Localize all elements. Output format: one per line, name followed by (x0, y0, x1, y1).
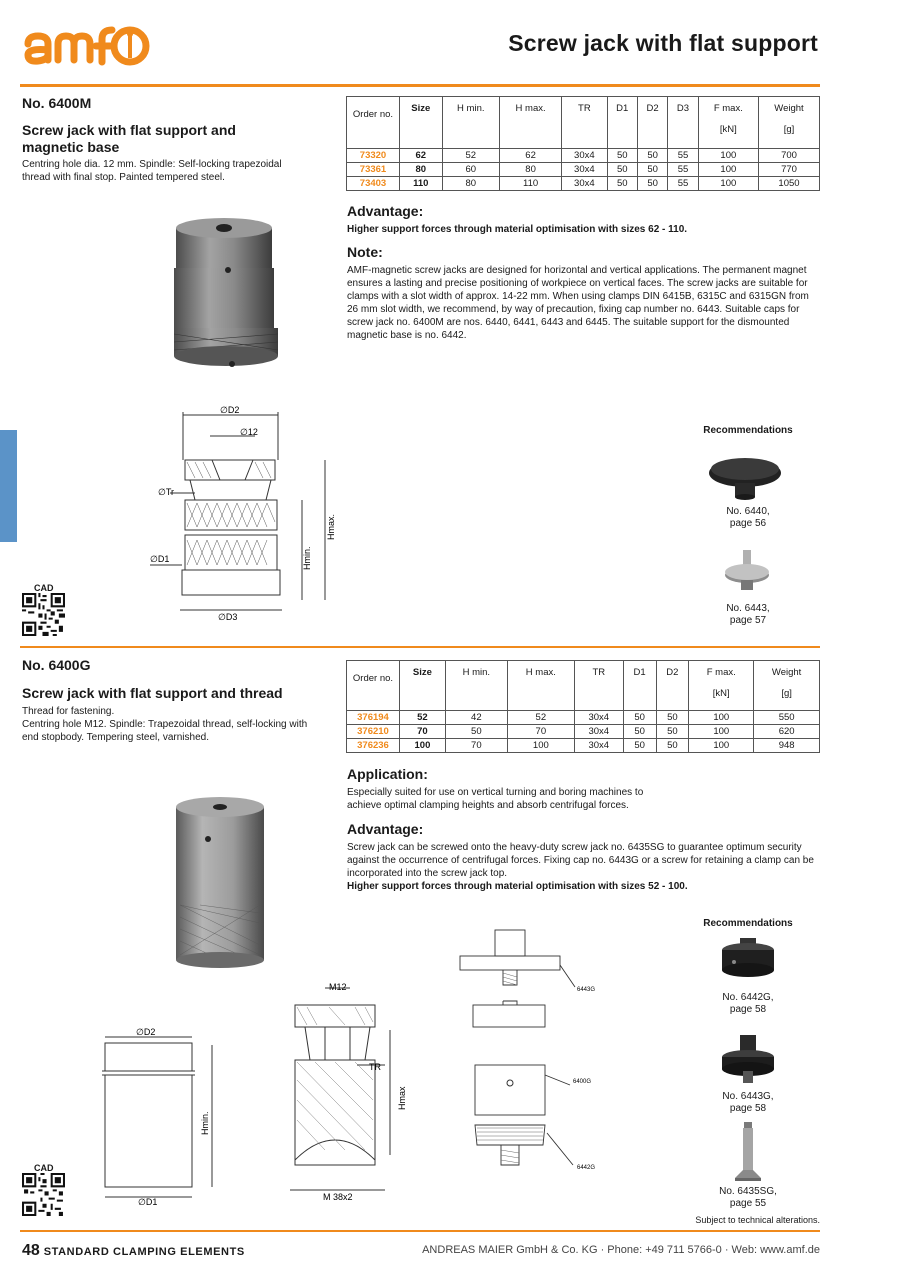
section2-advantage-heading: Advantage: (347, 821, 424, 837)
section1-advantage-heading: Advantage: (347, 203, 424, 219)
order-number-cell[interactable]: 73361 (347, 163, 400, 177)
order-number-cell[interactable]: 376210 (347, 725, 400, 739)
page-number: 48 (22, 1242, 40, 1259)
logo-text: amf (20, 22, 22, 23)
table-cell: 770 (758, 163, 819, 177)
technical-alterations-note: Subject to technical alterations. (695, 1215, 820, 1225)
table-cell: 55 (668, 163, 698, 177)
col-size: Size (400, 97, 443, 149)
section2-number: No. 6400G (22, 657, 91, 673)
table-cell: 550 (754, 711, 820, 725)
table-cell: 700 (758, 149, 819, 163)
col-d2: D2 (637, 97, 667, 149)
col-size: Size (400, 661, 446, 711)
amf-logo (20, 22, 160, 72)
footer-rule (20, 1230, 820, 1232)
header-rule (20, 84, 820, 87)
table-cell: 100 (507, 739, 574, 753)
section1-note-heading: Note: (347, 244, 383, 260)
table-row (347, 739, 820, 753)
table-cell: 70 (507, 725, 574, 739)
table-cell: 110 (400, 177, 443, 191)
section1-qr-code[interactable] (22, 593, 65, 636)
table-cell: 62 (400, 149, 443, 163)
table-cell: 50 (656, 739, 689, 753)
table-cell: 50 (623, 739, 656, 753)
table-cell: 50 (656, 711, 689, 725)
table-cell: 50 (637, 149, 667, 163)
section2-cad-label: CAD (34, 1163, 54, 1173)
table-cell: 52 (400, 711, 446, 725)
table-cell: 30x4 (562, 149, 607, 163)
rec-6442g-caption[interactable]: No. 6442G, page 58 (722, 992, 774, 1015)
label-6400g: 6400G (573, 1079, 592, 1085)
section2-spec-table (346, 660, 820, 753)
col-hmin: H min. (442, 97, 499, 149)
table-cell: 80 (500, 163, 562, 177)
table-cell: 62 (500, 149, 562, 163)
table-cell: 30x4 (562, 177, 607, 191)
col-d1: D1 (623, 661, 656, 711)
col-d2: D2 (656, 661, 689, 711)
section2-qr-code[interactable] (22, 1173, 65, 1216)
table-cell: 80 (400, 163, 443, 177)
col-fmax: F max. [kN] (689, 661, 754, 711)
rec-6443g-image[interactable] (718, 1035, 778, 1085)
col-tr: TR (562, 97, 607, 149)
table-cell: 100 (689, 711, 754, 725)
section2-application-text: Especially suited for use on vertical turning and boring machines to achieve optimal clamping heights and absorb centrifugal forces. (347, 787, 644, 811)
section2-description-2: Centring hole M12. Spindle: Trapezoidal thread, self-locking with end stopbody. Tempering steel, varnished. (22, 719, 308, 743)
table-cell: 70 (445, 739, 507, 753)
dim-g-hmax: Hmax (397, 1086, 407, 1110)
order-number-cell[interactable]: 73403 (347, 177, 400, 191)
dim-g-hmin: Hmin. (200, 1111, 210, 1135)
order-number-cell[interactable]: 73320 (347, 149, 400, 163)
label-6443g: 6443G (577, 987, 596, 993)
product-photo-6400m (168, 218, 280, 373)
table-cell: 60 (442, 163, 499, 177)
col-order: Order no. (347, 97, 400, 149)
table-cell: 100 (400, 739, 446, 753)
section1-note-text: AMF-magnetic screw jacks are designed for horizontal and vertical applications. The permanent magnet ensures a lasting and precise positioning of workpiece on vertical faces. The screw jacks are suitable for clamps with a slot width of approx. 14-22 mm. When using clamps DIN 6415B, 6315C and 6315GN from 26 mm slot width, we recommend, by way of precaution, fixing cap number no. 6443. Suitable caps for screw jack no. 6400M are nos. 6440, 6441, 6443 and 6445. The suitable support for the dismounted magnetic base is no. 6442. (347, 265, 809, 341)
col-hmin: H min. (445, 661, 507, 711)
product-photo-6400g (170, 795, 270, 970)
section-divider (20, 646, 820, 648)
col-d3: D3 (668, 97, 698, 149)
table-cell: 100 (698, 163, 758, 177)
rec-6440-image[interactable] (705, 455, 785, 505)
section2-advantage-bold: Higher support forces through material optimisation with sizes 52 - 100. (347, 881, 688, 892)
rec-6440-caption[interactable]: No. 6440, page 56 (726, 506, 770, 529)
table-cell: 55 (668, 177, 698, 191)
table-cell: 30x4 (574, 711, 623, 725)
section2-title: Screw jack with flat support and thread (22, 685, 283, 701)
table-cell: 100 (689, 739, 754, 753)
col-fmax: F max. [kN] (698, 97, 758, 149)
footer-section-label: STANDARD CLAMPING ELEMENTS (43, 1246, 245, 1258)
rec-6442g-image[interactable] (718, 938, 778, 986)
label-6442g: 6442G (577, 1165, 596, 1171)
table-cell: 100 (689, 725, 754, 739)
table-cell: 50 (607, 163, 637, 177)
order-number-cell[interactable]: 376194 (347, 711, 400, 725)
table-cell: 30x4 (574, 739, 623, 753)
dim-d2: ∅D2 (220, 405, 240, 415)
table-cell: 948 (754, 739, 820, 753)
dim-hmax: Hmax. (326, 513, 336, 540)
dim-d1: ∅D1 (150, 554, 170, 564)
rec-6435sg-image[interactable] (733, 1122, 763, 1182)
table-cell: 52 (442, 149, 499, 163)
col-weight: Weight [g] (754, 661, 820, 711)
table-row (347, 725, 820, 739)
table-cell: 50 (445, 725, 507, 739)
table-cell: 50 (607, 149, 637, 163)
rec-6443-caption[interactable]: No. 6443, page 57 (726, 603, 770, 626)
technical-drawing-6400m (150, 400, 340, 622)
table-cell: 100 (698, 149, 758, 163)
dim-g-tr: TR (369, 1062, 381, 1072)
table-cell: 110 (500, 177, 562, 191)
dim-g-m38: M 38x2 (323, 1192, 353, 1202)
dim-g-d2: ∅D2 (136, 1027, 156, 1037)
section1-description: Centring hole dia. 12 mm. Spindle: Self-locking trapezoidal thread with final stop. Painted tempered steel. (22, 159, 282, 183)
table-row (347, 177, 820, 191)
technical-drawing-6400g-section (285, 980, 425, 1205)
table-cell: 80 (442, 177, 499, 191)
section2-recommendations-title: Recommendations (703, 918, 793, 929)
table-cell: 50 (637, 163, 667, 177)
col-order: Order no. (347, 661, 400, 711)
col-d1: D1 (607, 97, 637, 149)
col-weight: Weight [g] (758, 97, 819, 149)
table-cell: 620 (754, 725, 820, 739)
table-cell: 52 (507, 711, 574, 725)
section1-cad-label: CAD (34, 583, 54, 593)
table-cell: 30x4 (574, 725, 623, 739)
table-cell: 50 (656, 725, 689, 739)
section2-application-heading: Application: (347, 766, 428, 782)
dim-hmin: Hmin. (302, 546, 312, 570)
table-cell: 50 (623, 725, 656, 739)
dim-d3: ∅D3 (218, 612, 238, 622)
rec-6443g-caption[interactable]: No. 6443G, page 58 (722, 1091, 774, 1114)
table-row (347, 711, 820, 725)
table-row (347, 149, 820, 163)
table-cell: 50 (637, 177, 667, 191)
rec-6443-image[interactable] (722, 550, 772, 595)
table-cell: 100 (698, 177, 758, 191)
table-cell: 30x4 (562, 163, 607, 177)
dim-d12: ∅12 (240, 427, 258, 437)
table-cell: 50 (623, 711, 656, 725)
footer-left (22, 1242, 245, 1260)
footer-company: ANDREAS MAIER GmbH & Co. KG · Phone: +49 711 5766-0 · Web: www.amf.de (422, 1244, 820, 1256)
section1-title: Screw jack with flat support and magnetic base (22, 122, 236, 155)
order-number-cell[interactable]: 376236 (347, 739, 400, 753)
table-cell: 1050 (758, 177, 819, 191)
section1-recommendations-title: Recommendations (703, 425, 793, 436)
section2-description-1: Thread for fastening. (22, 706, 115, 717)
technical-drawing-6400g-outline (100, 1025, 225, 1205)
table-cell: 50 (607, 177, 637, 191)
section1-advantage-text: Higher support forces through material optimisation with sizes 62 - 110. (347, 224, 688, 235)
section1-spec-table (346, 96, 820, 191)
dim-g-m12: M12 (329, 982, 347, 992)
section2-advantage-text: Screw jack can be screwed onto the heavy-duty screw jack no. 6435SG to guarantee optimum security against the occurrence of centrifugal forces. Fixing cap no. 6443G or a screw for retaining a clamp can be incorporated into the screw jack top. (347, 842, 814, 879)
col-hmax: H max. (507, 661, 574, 711)
rec-6435sg-caption[interactable]: No. 6435SG, page 55 (719, 1186, 777, 1209)
section1-number: No. 6400M (22, 95, 92, 111)
exploded-assembly-drawing (455, 925, 615, 1205)
side-tab (0, 430, 17, 542)
dim-g-d1: ∅D1 (138, 1197, 158, 1205)
table-cell: 42 (445, 711, 507, 725)
table-cell: 55 (668, 149, 698, 163)
page-title: Screw jack with flat support (508, 30, 818, 56)
dim-tr: ∅Tr (158, 487, 175, 497)
table-row (347, 163, 820, 177)
table-cell: 70 (400, 725, 446, 739)
col-hmax: H max. (500, 97, 562, 149)
col-tr: TR (574, 661, 623, 711)
